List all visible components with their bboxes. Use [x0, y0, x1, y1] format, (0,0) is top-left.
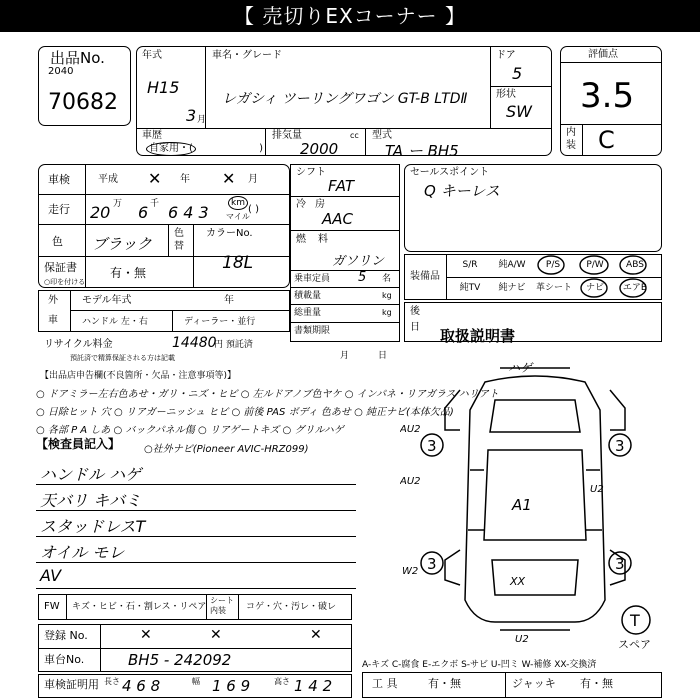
equip-navi: ナビ: [585, 283, 604, 293]
doors-label: ドア: [496, 50, 516, 61]
jack-label: ジャッキ: [512, 677, 556, 690]
inspector-note-4: オイル モレ: [40, 543, 125, 562]
reg-x3: ✕: [310, 627, 322, 643]
after-value: 取扱説明書: [440, 327, 516, 345]
capacity-label: 乗車定員: [294, 274, 331, 284]
interior-label-2: 装: [566, 140, 576, 151]
lot-sub: 2040: [48, 66, 74, 77]
diagram-top-label: ハゲ: [508, 361, 533, 375]
year-month: 3: [186, 106, 197, 125]
reg-x2: ✕: [210, 627, 222, 643]
features-label: FW: [44, 601, 60, 612]
recycle-label: リサイクル料金: [44, 339, 113, 350]
inspector-extra: ○社外ナビ(Pioneer AVIC-HRZ099): [144, 444, 309, 455]
color-label: 色: [52, 235, 63, 248]
recycle-deposit: 円 預託済: [214, 340, 253, 350]
use-label: 車歴: [142, 130, 162, 141]
tire-fl-value: 3: [427, 437, 437, 455]
equipment-circles: [446, 254, 662, 300]
diagram-label-1: AU2: [400, 424, 421, 435]
cert-height-label: 高さ: [274, 677, 290, 686]
year-month-unit: 月: [197, 115, 207, 125]
fuel-label-2: 料: [318, 234, 328, 245]
equip-navi-genuine: 純ナビ: [498, 283, 526, 293]
cert-width: 1 6 9: [212, 677, 251, 695]
tire-fr-value: 3: [615, 437, 625, 455]
inspector-note-2: 天バリ キバミ: [40, 491, 142, 510]
cert-height: 1 4 2: [294, 677, 333, 695]
diagram-label-2: AU2: [400, 476, 421, 487]
shape-label: 形状: [496, 89, 516, 100]
equip-sr: S/R: [462, 260, 478, 270]
color-no-value: 18L: [222, 253, 254, 273]
lot-number: 70682: [48, 90, 118, 115]
inspection-month-unit: 月: [248, 174, 258, 185]
load-label: 積載量: [294, 291, 322, 301]
cert-length-label: 長さ: [104, 677, 120, 686]
features-items: キズ・ヒビ・石・割レス・リペア: [72, 602, 207, 612]
mileage-unit2: マイル: [226, 212, 250, 221]
docs-month: 月: [340, 351, 350, 361]
inspector-note-1: ハンドル ハゲ: [40, 465, 142, 484]
model-year-handle: ハンドル 左・右: [82, 317, 148, 327]
interior-label-1: 内: [566, 127, 576, 138]
load-unit: kg: [382, 291, 392, 300]
displacement-value: 2000: [300, 140, 339, 158]
features-seat: シート 内装: [210, 596, 234, 615]
ac-label-2: 房: [315, 199, 325, 210]
docs-label: 書類期限: [294, 326, 331, 336]
chassis-value: BH5 - 242092: [128, 651, 232, 669]
note-line-1: ○ ドアミラー左右色あせ・ガリ・ニズ・ヒビ ○ 左ルドアノブ色ヤケ ○ インパネ・リアガラス ハリアト: [36, 389, 499, 400]
model-year-label-1: 外: [48, 295, 58, 306]
equip-aw: 純A/W: [498, 260, 526, 270]
note-line-2: ○ 日除ヒット 穴 ○ リアガーニッシュ ヒビ ○ 前後 PAS ボディ 色あせ ○ 純正ナビ(本体欠品): [36, 407, 454, 418]
inspector-note-5: AV: [40, 566, 62, 585]
capacity-value: 5: [358, 270, 367, 285]
mileage-sen: 千: [150, 199, 160, 209]
warranty-options: 有・無: [110, 266, 147, 280]
equipment-label: 装備品: [410, 271, 440, 282]
legend: A-キズ C-腐食 E-エクボ S-サビ U-凹ミ W-補修 XX-交換済: [362, 660, 597, 670]
page-title: 【 売切りEXコーナー 】: [0, 0, 700, 32]
reg-label: 登録 No.: [44, 629, 88, 642]
displacement-label: 排気量: [272, 130, 302, 141]
features-items-2: コゲ・穴・汚レ・破レ: [246, 602, 337, 612]
warranty-label: 保証書: [44, 261, 77, 274]
shift-label: シフト: [296, 167, 326, 178]
type-value: TA ー BH5: [385, 142, 459, 160]
cert-width-label: 幅: [192, 677, 200, 686]
diagram-label-3: W2: [402, 566, 419, 577]
sales-point-label: セールスポイント: [410, 167, 490, 178]
diagram-label-5: A1: [512, 496, 532, 514]
recycle-value: 14480: [172, 335, 217, 351]
equip-tv: 純TV: [459, 283, 481, 293]
spare-label: スペア: [618, 638, 651, 650]
model-label: 車名・グレード: [212, 50, 282, 61]
type-label: 型式: [372, 130, 392, 141]
note-line-3: ○ 各部 P A しあ ○ バックパネル傷 ○ リアゲートキズ ○ グリルハゲ: [36, 425, 344, 436]
mileage-unit: km: [228, 196, 248, 210]
after-label-2: 日: [410, 322, 420, 333]
car-diagram: [400, 360, 670, 650]
model-value: レガシィ ツーリングワゴン GT-B LTDⅡ: [222, 91, 468, 107]
grade-value: 3.5: [580, 76, 635, 116]
fuel-label-1: 燃: [296, 234, 306, 245]
fuel-value: ガソリン: [332, 254, 385, 269]
tools-label: 工 具: [372, 677, 398, 690]
tools-value: 有・無: [428, 677, 461, 690]
year-label: 年式: [142, 50, 162, 61]
after-label-1: 後: [410, 306, 420, 317]
chassis-label: 車台No.: [44, 653, 85, 666]
tire-rl-value: 3: [427, 555, 437, 573]
shift-value: FAT: [328, 177, 355, 195]
gross-unit: kg: [382, 308, 392, 317]
tire-rr-value: 3: [615, 555, 625, 573]
year-era: H15: [147, 78, 180, 97]
capacity-unit: 名: [382, 274, 392, 284]
warranty-note: ○印を付ける: [44, 278, 86, 286]
equip-ps: P/S: [545, 260, 561, 270]
jack-value: 有・無: [580, 677, 613, 690]
color-value: ブラック: [92, 235, 152, 253]
recycle-note: 預託済で精算保証される方は記載: [70, 354, 175, 362]
mileage-label: 走行: [48, 203, 70, 216]
lot-label: 出品No.: [50, 49, 105, 67]
shape-value: SW: [506, 102, 532, 121]
mileage-value-a: 20: [90, 203, 111, 222]
displacement-unit: cc: [350, 131, 359, 140]
inspector-header: 【検査員記入】: [36, 437, 121, 451]
color-no-label: カラーNo.: [206, 228, 253, 239]
cert-length: 4 6 8: [122, 677, 161, 695]
diagram-label-4: U2: [590, 484, 604, 495]
reg-x1: ✕: [140, 627, 152, 643]
ac-value: AAC: [322, 210, 353, 228]
inspection-year-unit: 年: [180, 174, 190, 185]
model-year-year: 年: [224, 295, 234, 306]
spare-letter: T: [630, 611, 640, 630]
ac-label-1: 冷: [296, 199, 306, 210]
mileage-man: 万: [113, 199, 123, 209]
model-year-dealer: ディーラー・並行: [184, 317, 256, 327]
interior-value: C: [598, 126, 615, 154]
use-circled: 自家用・(: [146, 142, 196, 156]
mileage-value-c: 6 4 3: [168, 203, 209, 222]
model-year-title: モデル年式: [82, 295, 132, 306]
equip-leather: 革シート: [535, 283, 572, 293]
grade-label: 評価点: [588, 49, 618, 60]
inspection-label: 車検: [48, 173, 70, 186]
sales-point-value: Q キーレス: [424, 182, 500, 200]
inspection-x2: ✕: [222, 169, 236, 188]
notes-header: 【出品店申告欄(不良箇所・欠品・注意事項等)】: [40, 371, 237, 381]
color-change-2: 替: [174, 241, 184, 252]
color-change-1: 色: [174, 228, 184, 239]
equip-abs: ABS: [626, 260, 644, 270]
use-value: 自家用・( ): [146, 142, 263, 156]
inspector-note-3: スタッドレスT: [40, 517, 146, 536]
gross-label: 総重量: [294, 308, 322, 318]
diagram-label-7: U2: [515, 634, 529, 645]
equip-pw: P/W: [586, 260, 604, 270]
inspection-x1: ✕: [148, 169, 162, 188]
mileage-value-b: 6: [138, 203, 149, 222]
diagram-label-6: XX: [510, 575, 526, 588]
equip-airbag: エアB: [622, 283, 648, 293]
inspection-era: 平成: [98, 174, 118, 185]
docs-day: 日: [378, 351, 388, 361]
cert-label: 車検証明用: [44, 678, 99, 691]
mileage-paren: ( ): [248, 204, 259, 215]
model-year-label-2: 車: [48, 315, 58, 326]
doors-value: 5: [512, 64, 523, 83]
